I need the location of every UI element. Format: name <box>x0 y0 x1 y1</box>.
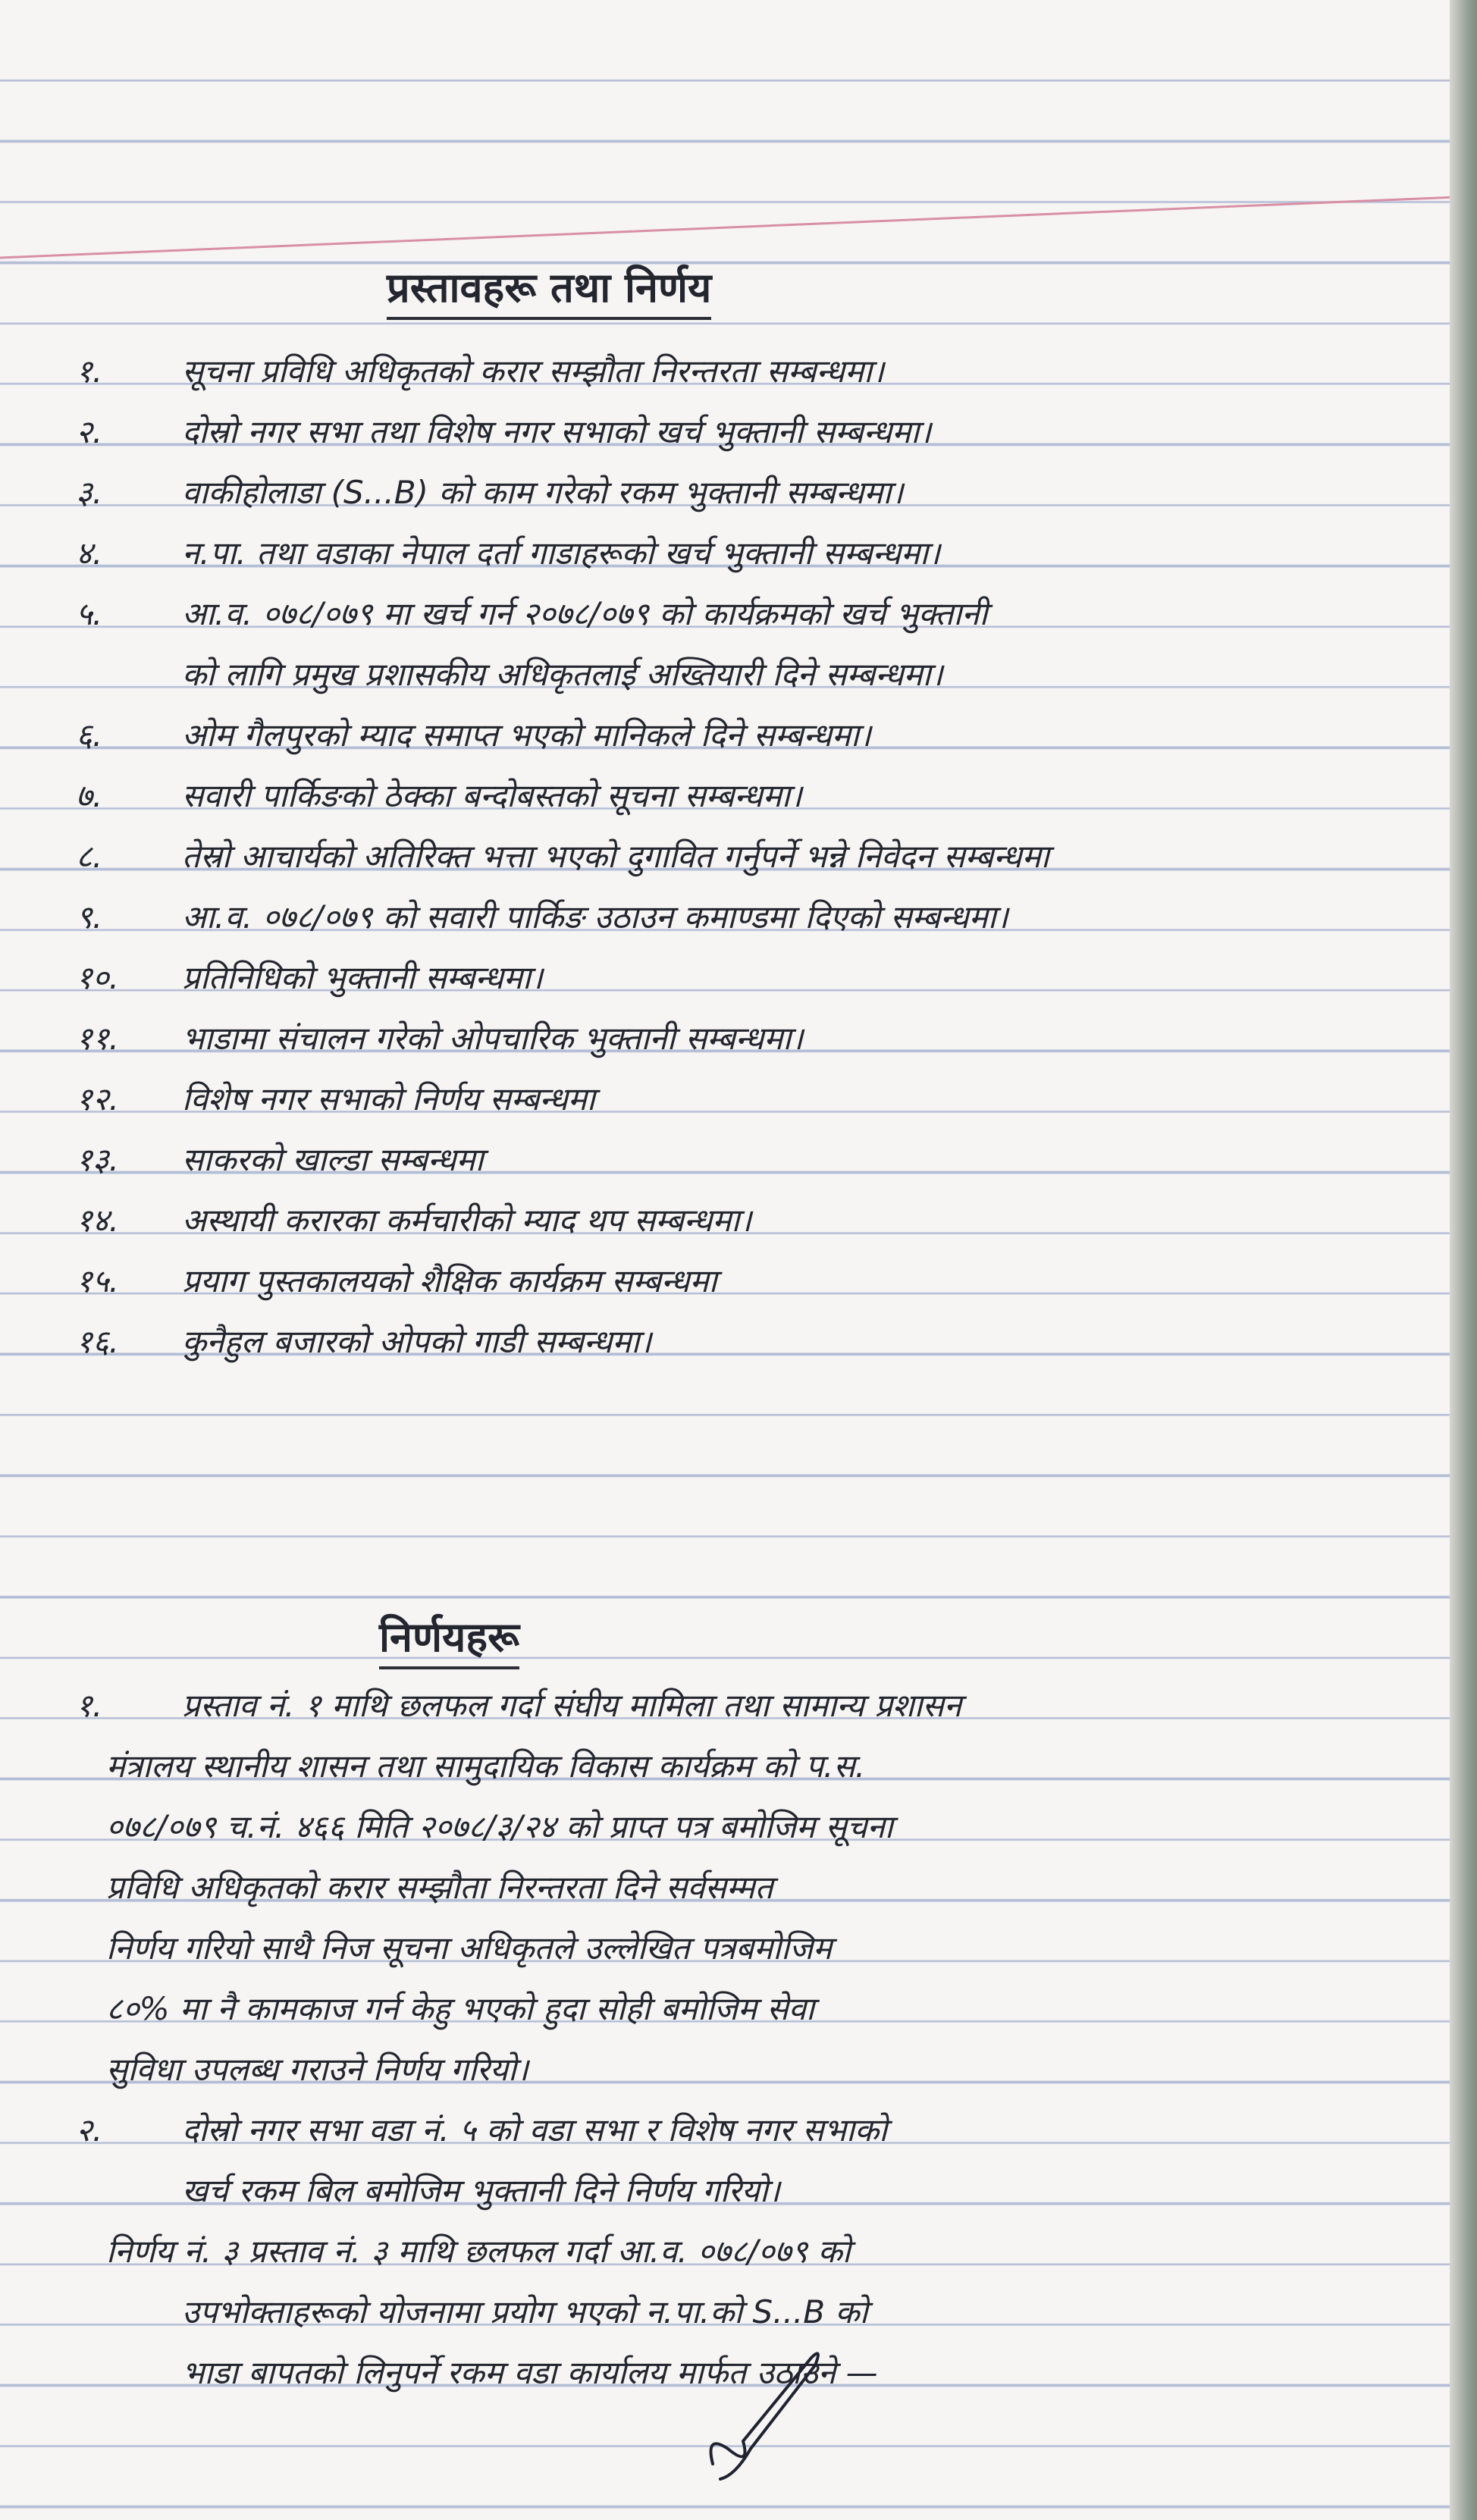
agenda-item <box>45 462 1432 523</box>
item-number: ११. <box>76 1020 120 1057</box>
agenda-item <box>45 1190 1432 1251</box>
agenda-item <box>45 1130 1432 1190</box>
signature-mark <box>698 2335 834 2487</box>
decision-line: प्रविधि अधिकृतको करार सम्झौता निरन्तरता दिने सर्वसम्मत <box>106 1869 773 1906</box>
decision-line: ८०% मा नै कामकाज गर्न केहु भएको हुदा सोही बमोजिम सेवा <box>106 1990 815 2027</box>
item-number: २. <box>76 413 103 450</box>
item-number: ८. <box>76 838 103 875</box>
agenda-item <box>45 402 1432 462</box>
decision-number: १. <box>76 1687 103 1724</box>
agenda-item <box>45 826 1432 887</box>
item-text: प्रतिनिधिको भुक्तानी सम्बन्धमा। <box>182 959 543 996</box>
decision-line: निर्णय गरियो साथै निज सूचना अधिकृतले उल्लेखित पत्रबमोजिम <box>106 1929 833 1967</box>
item-text: आ.व. ०७८/०७९ मा खर्च गर्न २०७८/०७९ को कार्यक्रमको खर्च भुक्तानी <box>182 595 988 632</box>
decision-line: दोस्रो नगर सभा वडा नं. ५ को वडा सभा र विशेष नगर सभाको <box>182 2111 888 2149</box>
item-text: कुनैहुल बजारको ओपको गाडी सम्बन्धमा। <box>182 1323 652 1360</box>
item-number: ९. <box>76 898 103 936</box>
item-text: अस्थायी करारका कर्मचारीको म्याद थप सम्बन्धमा। <box>182 1202 752 1239</box>
item-number: ६. <box>76 716 103 754</box>
decision-line: उपभोक्ताहरूको योजनामा प्रयोग भएको न.पा.को S...B को <box>182 2293 868 2330</box>
item-number: ३. <box>76 474 103 511</box>
agenda-item <box>45 1312 1432 1372</box>
agenda-item <box>45 887 1432 948</box>
decision-line: प्रस्ताव नं. १ माथि छलफल गर्दा संघीय मामिला तथा सामान्य प्रशासन <box>182 1687 962 1724</box>
decision-line: मंत्रालय स्थानीय शासन तथा सामुदायिक विकास कार्यक्रम को प.स. <box>106 1747 866 1785</box>
agenda-item <box>45 1008 1432 1069</box>
decision-line: निर्णय नं. ३ प्रस्ताव नं. ३ माथि छलफल गर्दा आ.व. ०७८/०७९ को <box>106 2233 851 2270</box>
item-text: प्रयाग पुस्तकालयको शैक्षिक कार्यक्रम सम्बन्धमा <box>182 1262 717 1299</box>
agenda-heading <box>387 258 711 320</box>
item-number: १३. <box>76 1141 120 1178</box>
agenda-item <box>45 341 1432 402</box>
notebook-edge <box>1450 0 1477 2520</box>
item-number: ७. <box>76 777 103 814</box>
decision-line: सुविधा उपलब्ध गराउने निर्णय गरियो। <box>106 2051 528 2088</box>
decision-paragraph <box>76 1675 1425 2100</box>
decision-line: ०७८/०७९ च.नं. ४६६ मिति २०७८/३/२४ को प्राप्त पत्र बमोजिम सूचना <box>106 1808 893 1845</box>
agenda-item <box>45 1069 1432 1130</box>
item-text: साकरको खाल्डा सम्बन्धमा <box>182 1141 484 1178</box>
item-number: १२. <box>76 1080 120 1117</box>
item-number: १४. <box>76 1202 120 1239</box>
decision-number: २. <box>76 2111 103 2149</box>
agenda-item <box>45 523 1432 584</box>
item-text: न.पा. तथा वडाका नेपाल दर्ता गाडाहरूको खर्च भुक्तानी सम्बन्धमा। <box>182 534 941 572</box>
item-text: दोस्रो नगर सभा तथा विशेष नगर सभाको खर्च भुक्तानी सम्बन्धमा। <box>182 413 932 450</box>
item-text-continued: को लागि प्रमुख प्रशासकीय अधिकृतलाई अख्तियारी दिने सम्बन्धमा। <box>182 656 943 693</box>
item-text: भाडामा संचालन गरेको ओपचारिक भुक्तानी सम्बन्धमा। <box>182 1020 804 1057</box>
item-text: सूचना प्रविधि अधिकृतको करार सम्झौता निरन्तरता सम्बन्धमा। <box>182 353 884 390</box>
agenda-item <box>45 705 1432 766</box>
decision-line: भाडा बापतको लिनुपर्ने रकम वडा कार्यालय मार्फत उठाउने — <box>182 2354 878 2391</box>
heading-underline <box>387 317 711 320</box>
agenda-item <box>45 948 1432 1008</box>
item-text: वाकीहोलाडा (S...B) को काम गरेको रकम भुक्तानी सम्बन्धमा। <box>182 474 904 511</box>
item-text: आ.व. ०७८/०७९ को सवारी पार्किङ उठाउन कमाण्डमा दिएको सम्बन्धमा। <box>182 898 1008 936</box>
item-text: सवारी पार्किङको ठेक्का बन्दोबस्तको सूचना सम्बन्धमा। <box>182 777 802 814</box>
item-text: विशेष नगर सभाको निर्णय सम्बन्धमा <box>182 1080 595 1117</box>
item-number: १५. <box>76 1262 120 1299</box>
agenda-item <box>45 766 1432 826</box>
item-number: ४. <box>76 534 103 572</box>
item-number: १. <box>76 353 103 390</box>
item-text: तेस्रो आचार्यको अतिरिक्त भत्ता भएको दुगावित गर्नुपर्ने भन्ने निवेदन सम्बन्धमा <box>182 838 1049 875</box>
item-number: १६. <box>76 1323 120 1360</box>
item-text: ओम गैलपुरको म्याद समाप्त भएको मानिकले दिने सम्बन्धमा। <box>182 716 871 754</box>
decisions-heading <box>379 1607 519 1669</box>
heading-underline <box>379 1666 519 1669</box>
agenda-heading-text: प्रस्तावहरू तथा निर्णय <box>387 264 712 312</box>
agenda-item <box>45 584 1432 644</box>
item-number: ५. <box>76 595 103 632</box>
agenda-item <box>45 1251 1432 1312</box>
decision-line: खर्च रकम बिल बमोजिम भुक्तानी दिने निर्णय गरियो। <box>182 2172 780 2209</box>
decisions-heading-text: निर्णयहरू <box>379 1613 519 1661</box>
item-number: १०. <box>76 959 120 996</box>
